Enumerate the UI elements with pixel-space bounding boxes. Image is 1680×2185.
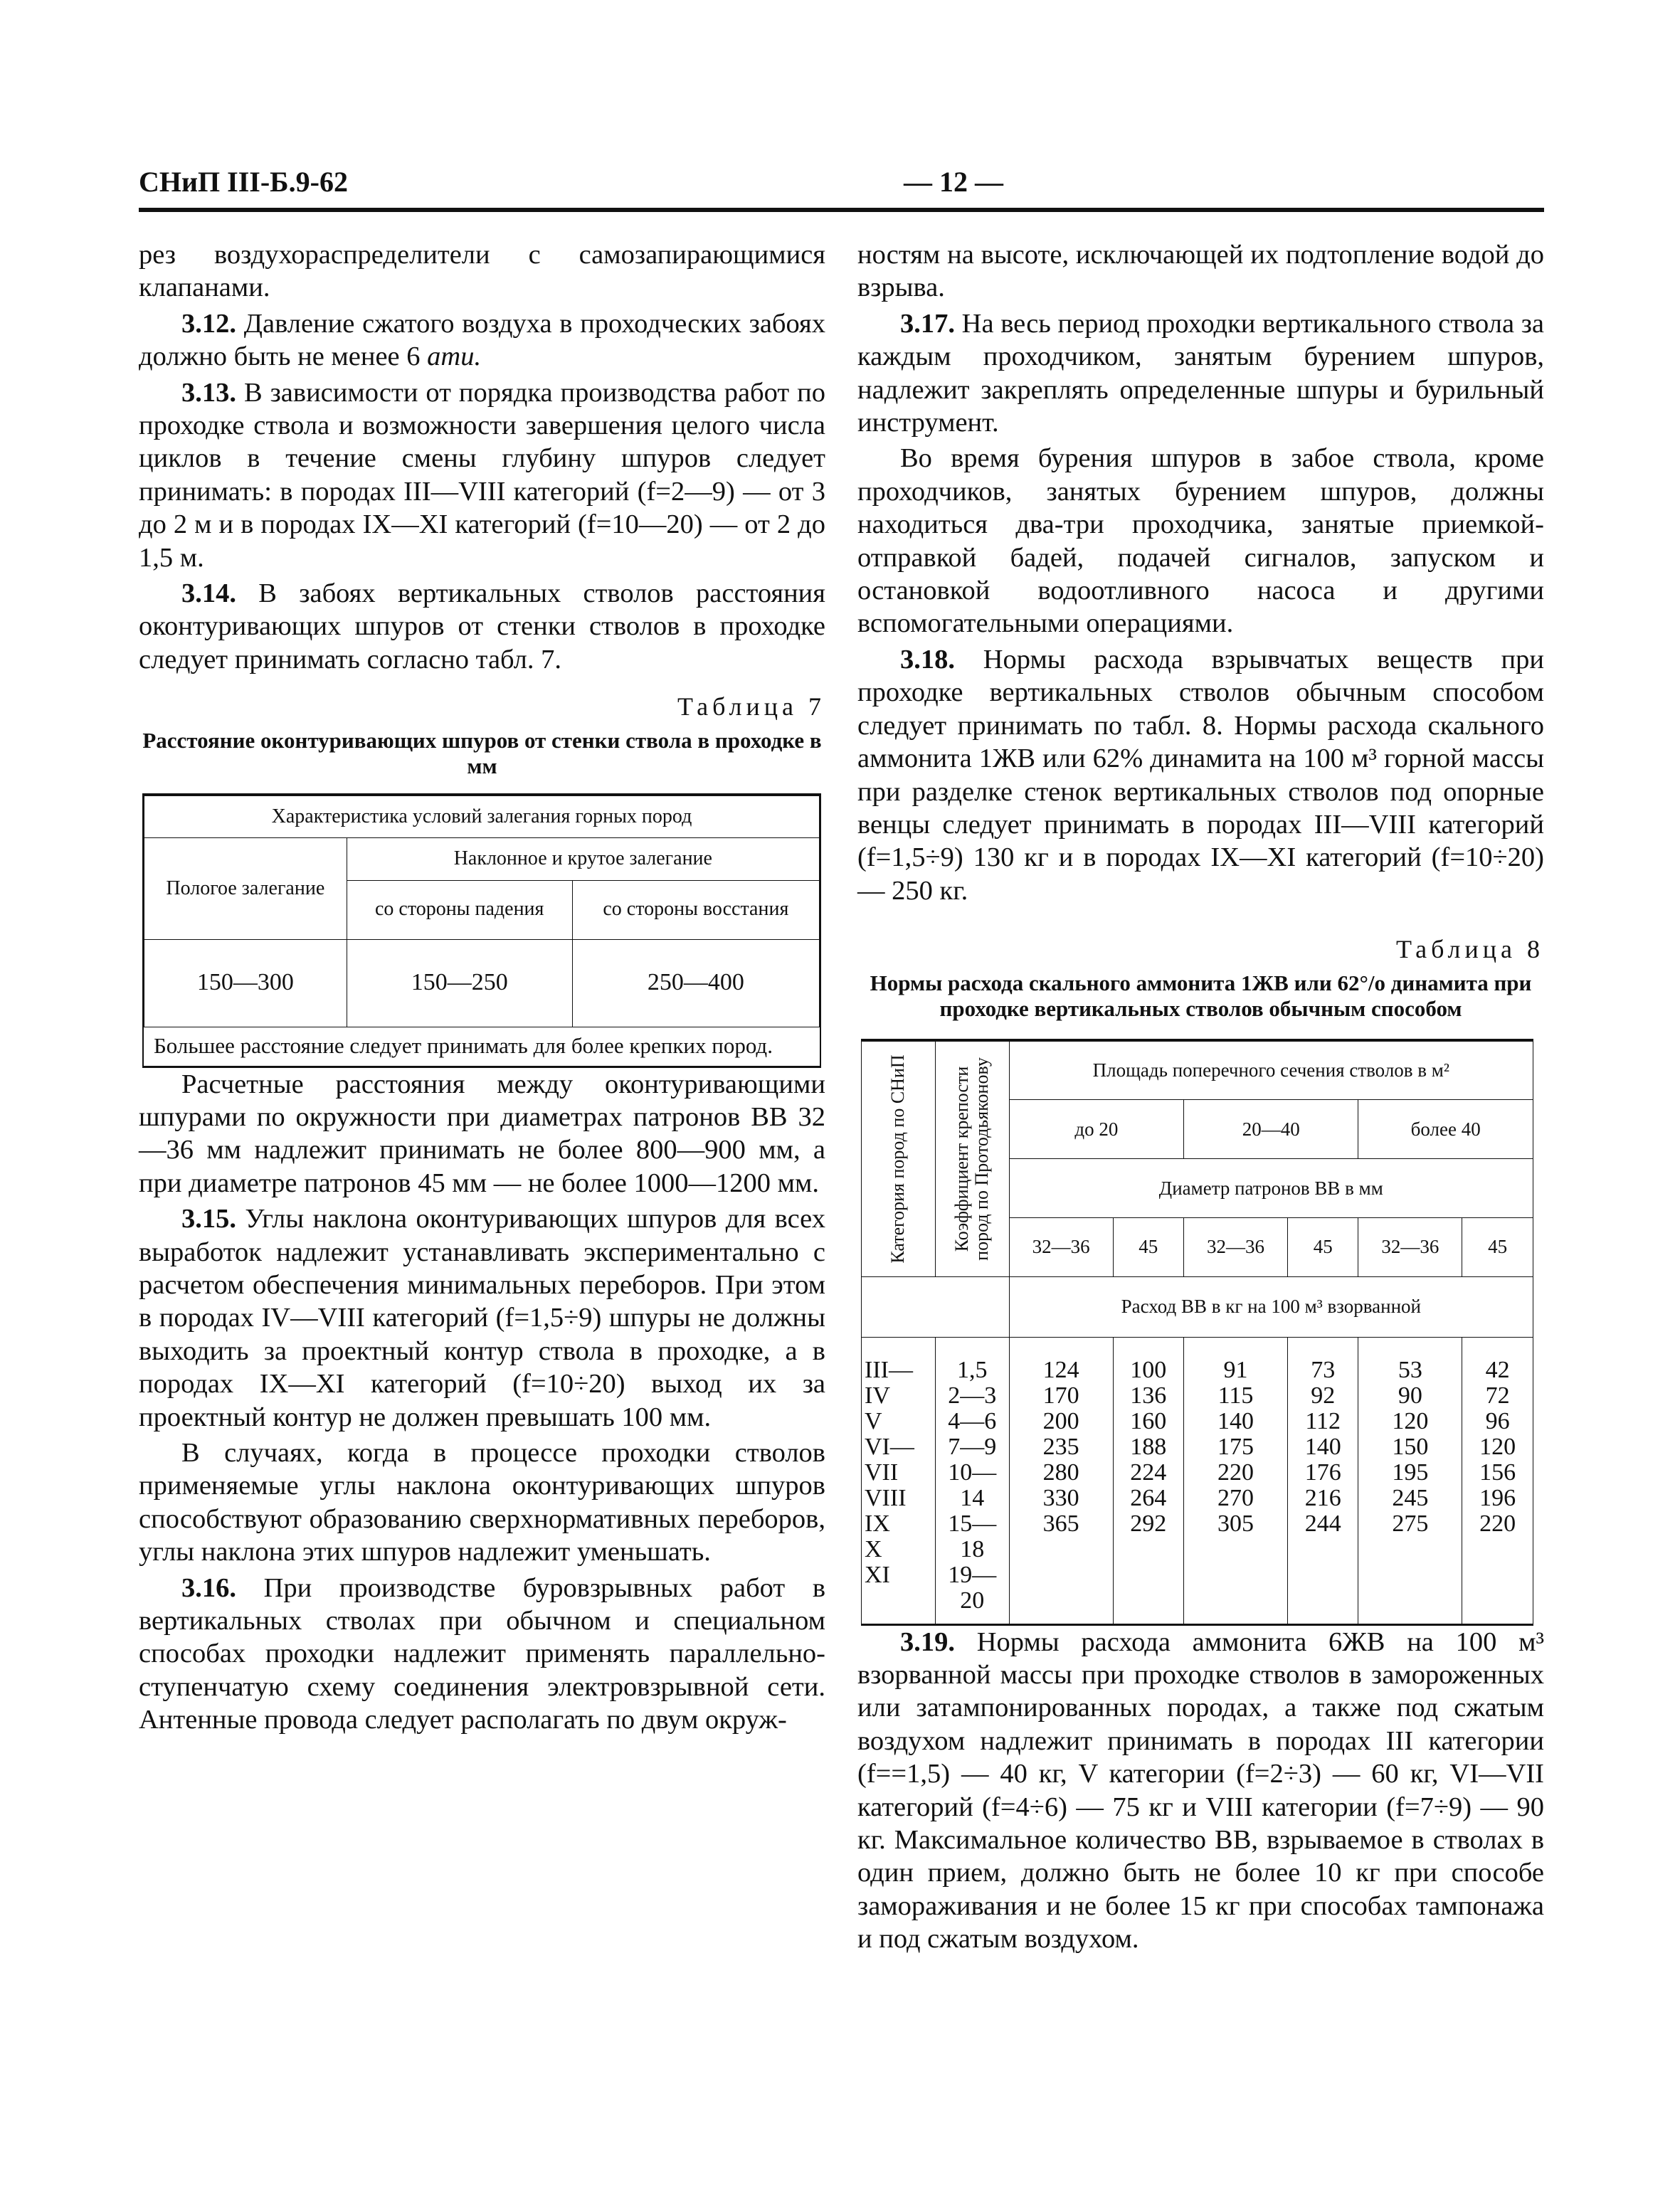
clause-number: 3.19. [900,1626,955,1657]
table-cell: 175 [1217,1433,1254,1460]
table-cell: 90 [1398,1382,1422,1409]
table-header: 32—36 [1358,1217,1462,1276]
table-header: Расход ВВ в кг на 100 м³ взорванной [1009,1276,1533,1337]
table-cell: 292 [1130,1510,1167,1537]
paragraph-text: При производстве буровзрывных работ в вертикальных стволах при обычном и специальном способах проходки надлежит применять параллельно-ступенчатую схему соединения электровзрывной сети. Антенные провода следует располагать по двум окруж- [139,1572,825,1735]
table-cell: 196 [1479,1484,1516,1511]
table-cell: 42 [1485,1356,1510,1383]
table-cell: III—IV [865,1356,913,1409]
table-column [935,1337,1009,1624]
table-cell: IX [865,1510,890,1537]
table-header [862,1041,936,1276]
paragraph: В случаях, когда в процессе проходки стволов применяемые углы наклона оконтуривающих шпуров способствуют образованию сверхнормативных переборов, углы наклона этих шпуров надлежит уменьшать. [139,1437,825,1567]
table-cell: 195 [1392,1459,1429,1486]
table-spacer [862,1276,1010,1337]
table-header: 45 [1287,1217,1358,1276]
clause-number: 3.13. [181,377,236,408]
table-cell: 224 [1130,1459,1167,1486]
paragraph-3-19 [857,1626,1544,1956]
table-cell: 244 [1304,1510,1341,1537]
table-cell: 2—3 [948,1382,997,1409]
table-7-title: Расстояние оконтуривающих шпуров от стенки ствола в проходке в мм [142,727,822,778]
table-header: до 20 [1009,1100,1183,1159]
clause-number: 3.18. [900,644,955,674]
table-header: более 40 [1358,1100,1533,1159]
unit-text: ати. [427,342,482,372]
table-cell: 120 [1392,1407,1429,1434]
table-header-text: Коэффициент крепости пород по Протодьяконову [951,1057,993,1261]
table-cell: 188 [1130,1433,1167,1460]
clause-number: 3.15. [181,1204,236,1234]
table-cell: 150 [1392,1433,1429,1460]
table-7-note: Большее расстояние следует принимать для более крепких пород. [154,1032,773,1058]
table-cell: 112 [1305,1407,1341,1434]
table-cell: 264 [1130,1484,1167,1511]
table-cell: 96 [1485,1407,1510,1434]
paragraph-text: На весь период проходки вертикального ствола за каждым проходчиком, занятым бурением шпуров, надлежит закреплять определенные шпуры и бурильный инструмент. [857,308,1544,438]
table-7 [142,793,821,1068]
clause-number: 3.12. [181,308,236,339]
table-cell: 220 [1479,1510,1516,1537]
table-header: со стороны восстания [572,880,819,939]
paragraph-text: Нормы расхода аммонита 6ЖВ на 100 м³ взорванной массы при проходке стволов в замороженных или затампонированных породах, а также под сжатым воздухом надлежит принимать в породах III категории (f==1,5) — 40 кг, V категории (f=2÷3) — 60 кг, VI—VII категорий (f=4÷6) — 75 кг и VIII категории (f=7÷9) — 90 кг. Максимальное количество ВВ, взрываемое в стволах в один прием, должно быть не более 10 кг при способе замораживания и не более 15 кг при способах тампонажа и под сжатым воздухом. [857,1626,1544,1954]
table-cell: V [865,1407,882,1434]
table-cell: 72 [1485,1382,1510,1409]
table-cell: 245 [1392,1484,1429,1511]
clause-number: 3.14. [181,578,236,609]
table-cell: 100 [1130,1356,1167,1383]
paragraph-text: Давление сжатого воздуха в проходческих забоях должно быть не менее 6 [139,308,825,372]
paragraph-3-15 [139,1202,825,1434]
table-header: Характеристика условий залегания горных пород [144,795,820,837]
paragraph: Во время бурения шпуров в забое ствола, кроме проходчиков, занятых бурением шпуров, должны находиться два-три проходчика, занятые приемкой-отправкой бадей, подачей сигналов, запуском и остановкой водоотливного насоса и другими вспомогательными операциями. [857,443,1544,639]
table-cell: 124 [1042,1356,1079,1383]
clause-number: 3.17. [900,308,955,339]
table-cell: 176 [1304,1459,1341,1486]
table-header: Площадь поперечного сечения стволов в м² [1009,1041,1533,1100]
table-header-text: Категория пород по СНиП [887,1054,909,1264]
table-cell: 170 [1042,1382,1079,1409]
table-cell: 53 [1398,1356,1422,1383]
table-cell: 19—20 [948,1561,997,1614]
table-header: 20—40 [1184,1100,1358,1159]
table-cell: 305 [1217,1510,1254,1537]
table-cell: 216 [1304,1484,1341,1511]
table-header [935,1041,1009,1276]
table-8-title: Нормы расхода скального аммонита 1ЖВ или 62°/о динамита при проходке вертикальных стволов обычным способом [870,970,1532,1021]
table-cell: 200 [1042,1407,1079,1434]
table-column [1113,1337,1183,1624]
table-header: 32—36 [1009,1217,1113,1276]
table-cell: 275 [1392,1510,1429,1537]
table-column [1462,1337,1533,1624]
page-header [139,165,1544,211]
table-cell: 270 [1217,1484,1254,1511]
paragraph-text: Углы наклона оконтуривающих шпуров для всех выработок надлежит устанавливать экспериментально с расчетом обеспечения минимальных переборов. При этом в породах IV—VIII категорий (f=1,5÷9) шпуры не должны выходить за проектный контур ствола в проходке, а в породах IX—XI категорий (f=10÷20) выход их за проектный контур не должен превышать 100 мм. [139,1204,825,1432]
table-8 [861,1039,1533,1626]
table-column [862,1337,936,1624]
table-header: 45 [1113,1217,1183,1276]
table-cell: 140 [1217,1407,1254,1434]
table-header: Диаметр патронов ВВ в мм [1009,1159,1533,1218]
table-header: Наклонное и крутое залегание [347,838,819,880]
table-cell: VI—VII [865,1433,914,1486]
table-cell: 235 [1042,1433,1079,1460]
table-cell: 15—18 [948,1510,997,1562]
paragraph: рез воздухораспределители с самозапирающимися клапанами. [139,240,825,303]
table-cell: 150—250 [347,939,572,1027]
table-cell: 92 [1311,1382,1336,1409]
table-cell: 136 [1130,1382,1167,1409]
document-code: СНиП III-Б.9-62 [139,166,348,198]
table-column [1009,1337,1113,1624]
paragraph-3-14 [139,577,825,676]
page-number: — 12 — [904,166,1003,198]
table-cell: 91 [1223,1356,1248,1383]
header-rule [139,208,1544,212]
left-column [139,238,825,1737]
table-cell: 156 [1479,1459,1516,1486]
paragraph-3-13 [139,376,825,574]
table-cell: 330 [1042,1484,1079,1511]
table-cell: 1,5 [956,1356,988,1383]
paragraph-3-16 [139,1572,825,1737]
right-column [857,238,1544,1956]
table-header: Пологое залегание [144,838,347,939]
table-header: 32—36 [1184,1217,1288,1276]
table-cell: 160 [1130,1407,1167,1434]
table-cell: 115 [1217,1382,1254,1409]
table-column [1287,1337,1358,1624]
paragraph: Расчетные расстояния между оконтуривающими шпурами по окружности при диаметрах патронов ВВ 32—36 мм надлежит принимать не более 800—900 мм, а при диаметре патронов 45 мм — не более 1000—1200 мм. [139,1069,825,1198]
paragraph-3-12 [139,307,825,374]
table-cell: 120 [1479,1433,1516,1460]
table-cell: 7—9 [948,1433,997,1460]
clause-number: 3.16. [181,1572,236,1603]
paragraph: ностям на высоте, исключающей их подтопление водой до взрыва. [857,240,1544,303]
table-cell: 10—14 [948,1459,997,1511]
table-cell: X [865,1535,882,1562]
table-column [1184,1337,1288,1624]
table-cell: 365 [1042,1510,1079,1537]
table-cell: VIII [865,1484,907,1511]
table-7-caption: Таблица 7 [677,692,825,721]
table-cell: XI [865,1561,890,1588]
table-cell: 220 [1217,1459,1254,1486]
paragraph-text: Нормы расхода взрывчатых веществ при проходке вертикальных стволов обычным способом следует принимать по табл. 8. Нормы расхода скального аммонита 1ЖВ или 62% динамита на 100 м³ горной массы при разделке стенок вертикальных стволов под опорные венцы следует принимать в породах III—VIII категорий (f=1,5÷9) 130 кг и в породах IX—XI категорий (f=10÷20) — 250 кг. [857,644,1544,906]
paragraph-3-18 [857,643,1544,907]
table-cell: 250—400 [572,939,819,1027]
table-cell: 73 [1311,1356,1336,1383]
paragraph-text: В забоях вертикальных стволов расстояния оконтуривающих шпуров от стенки стволов в проходке следует принимать согласно табл. 7. [139,578,825,674]
table-8-caption: Таблица 8 [1396,935,1544,964]
table-cell: 4—6 [948,1407,997,1434]
table-cell: 280 [1042,1459,1079,1486]
table-column [1358,1337,1462,1624]
paragraph-3-17 [857,307,1544,440]
table-header: 45 [1462,1217,1533,1276]
table-cell: 140 [1304,1433,1341,1460]
paragraph-text: В зависимости от порядка производства работ по проходке ствола и возможности завершения целого числа циклов в течение смены глубину шпуров следует принимать: в породах III—VIII категорий (f=2—9) — от 3 до 2 м и в породах IX—XI категорий (f=10—20) — от 2 до 1,5 м. [139,377,825,573]
table-header: со стороны падения [347,880,572,939]
table-cell: 150—300 [144,939,347,1027]
